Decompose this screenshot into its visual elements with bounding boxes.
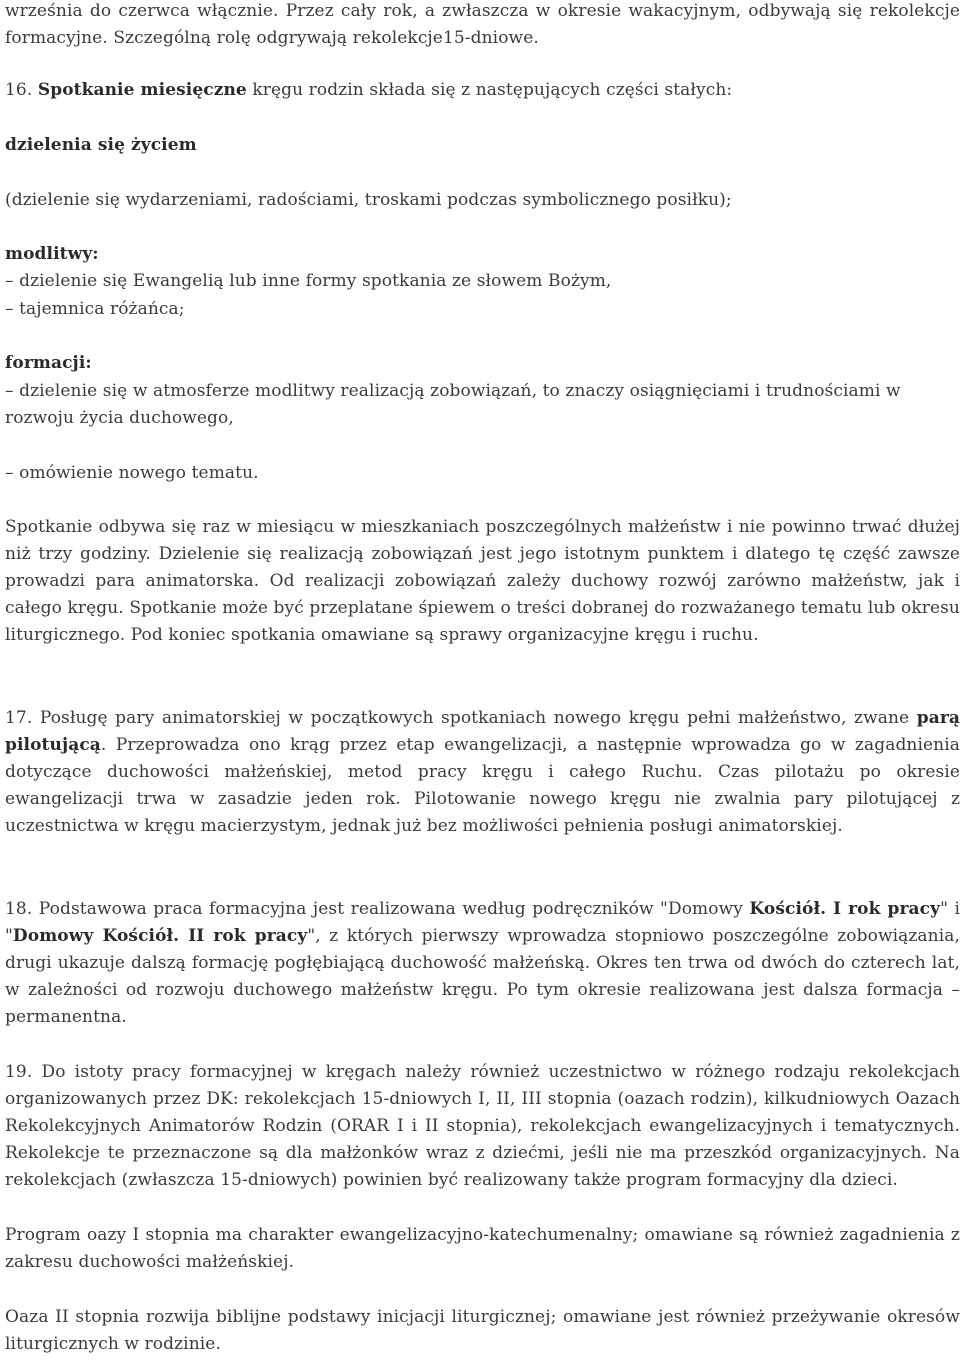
heading-dzielenie: dzielenia się życiem xyxy=(5,135,197,155)
paragraph-intro: września do czerwca włącznie. Przez cały rok, a zwłaszcza w okresie wakacyjnym, odbywają się rekolekcje formacyjne. Szczególną rolę odgrywają rekolekcje15-dniowe. xyxy=(5,1,960,48)
list-item: – omówienie nowego tematu. xyxy=(5,463,259,483)
paragraph-dzielenie: (dzielenie się wydarzeniami, radościami, troskami podczas symbolicznego posiłku); xyxy=(5,190,732,210)
list-item: – tajemnica różańca; xyxy=(5,299,185,319)
paragraph-17: 17. Posługę pary animatorskiej w początkowych spotkaniach nowego kręgu pełni małżeństwo, zwane parą pilotującą. Przeprowadza ono krąg przez etap ewangelizacji, a następnie wprowadza go w zagadnienia dotyczące duchowości małżeńskiej, metod pracy kręgu i całego Ruchu. Czas pilotażu po okresie ewangelizacji trwa w zasadzie jeden rok. Pilotowanie nowego kręgu nie zwalnia pary pilotującej z uczestnictwa w kręgu macierzystym, jednak już bez możliwości pełnienia posługi animatorskiej. xyxy=(5,708,960,836)
heading-formacji: formacji: xyxy=(5,353,92,373)
paragraph-16: 16. Spotkanie miesięczne kręgu rodzin składa się z następujących części stałych: xyxy=(5,80,733,100)
paragraph-18: 18. Podstawowa praca formacyjna jest realizowana według podręczników "Domowy Kościół. I rok pracy" i "Domowy Kościół. II rok pracy", z których pierwszy wprowadza stopniowo poszczególne zobowiązania, drugi ukazuje dalszą formację pogłębiającą duchowość małżeńską. Okres ten trwa od dwóch do czterech lat, w zależności od rozwoju duchowego małżeństw kręgu. Po tym okresie realizowana jest dalsza formacja – permanentna. xyxy=(5,899,960,1027)
term-para-pilotujaca: parą pilotującą xyxy=(5,708,960,755)
paragraph-spotkanie: Spotkanie odbywa się raz w miesiącu w mieszkaniach poszczególnych małżeństw i nie powinno trwać dłużej niż trzy godziny. Dzielenie się realizacją zobowiązań jest jego istotnym punktem i dlatego tę część zawsze prowadzi para animatorska. Od realizacji zobowiązań zależy duchowy rozwój zarówno małżeństw, jak i całego kręgu. Spotkanie może być przeplatane śpiewem o treści dobranej do rozważanego tematu lub okresu liturgicznego. Pod koniec spotkania omawiane są sprawy organizacyjne kręgu i ruchu. xyxy=(5,517,960,645)
paragraph-19: 19. Do istoty pracy formacyjnej w kręgach należy również uczestnictwo w różnego rodzaju rekolekcjach organizowanych przez DK: rekolekcjach 15-dniowych I, II, III stopnia (oazach rodzin), kilkudniowych Oazach Rekolekcyjnych Animatorów Rodzin (ORAR I i II stopnia), rekolekcjach ewangelizacyjnych i tematycznych. Rekolekcje te przeznaczone są dla małżonków wraz z dziećmi, jeśli nie ma przeszkód organizacyjnych. Na rekolekcjach (zwłaszcza 15-dniowych) powinien być realizowany także program formacyjny dla dzieci. xyxy=(5,1062,960,1190)
paragraph-oaza-1: Program oazy I stopnia ma charakter ewangelizacyjno-katechumenalny; omawiane są również zagadnienia z zakresu duchowości małżeńskiej. xyxy=(5,1225,960,1272)
paragraph-oaza-2: Oaza II stopnia rozwija biblijne podstawy inicjacji liturgicznej; omawiane jest również przeżywanie okresów liturgicznych w rodzinie. xyxy=(5,1307,960,1354)
list-item: – dzielenie się w atmosferze modlitwy realizacją zobowiązań, to znaczy osiągnięciami i trudnościami w rozwoju życia duchowego, xyxy=(5,381,901,428)
book-title-2: Domowy Kościół. II rok pracy xyxy=(12,926,308,946)
book-title-1: Kościół. I rok pracy xyxy=(749,899,941,919)
heading-modlitwy: modlitwy: xyxy=(5,244,99,264)
list-item: – dzielenie się Ewangelią lub inne formy spotkania ze słowem Bożym, xyxy=(5,271,612,291)
term-spotkanie-miesieczne: Spotkanie miesięczne xyxy=(37,80,247,100)
